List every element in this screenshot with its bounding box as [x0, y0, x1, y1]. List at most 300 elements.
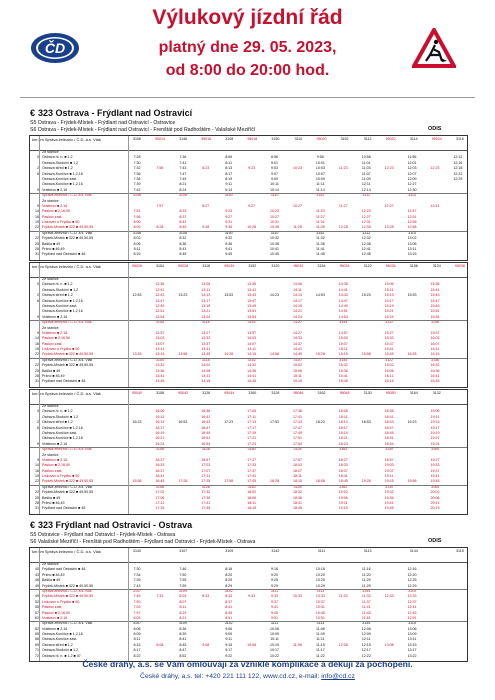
time-cell: 7:30 — [133, 160, 141, 165]
train-number: 3154 — [156, 264, 165, 268]
time-cell: 10:20 — [315, 572, 325, 577]
time-cell: 10:35 — [270, 225, 280, 230]
time-cell: 17:41 — [247, 474, 257, 479]
station-name: Vratimov ■ 2,16 — [42, 626, 68, 631]
time-cell: 9:08 — [202, 642, 210, 647]
train-number — [153, 549, 167, 553]
time-cell: 7:49 — [179, 176, 187, 181]
station-name: Vratimov ■ 2,16 — [42, 441, 68, 446]
time-cell: 7:36 — [179, 155, 187, 160]
time-cell: 12:45 — [407, 610, 417, 615]
time-cell: 15:24 — [384, 314, 394, 319]
km-cell: 2 — [37, 293, 39, 298]
km-cell: 22 — [35, 225, 39, 230]
time-cell: 10:09 — [315, 176, 325, 181]
km-cell: 14 — [35, 209, 39, 214]
km-cell: 9 — [37, 187, 39, 192]
km-cell: 25 — [35, 241, 39, 246]
km-cell: 66 — [35, 637, 39, 642]
time-cell: 13:36 — [155, 368, 165, 373]
time-cell: 8:33 — [179, 209, 187, 214]
time-cell: 3108 — [178, 193, 187, 198]
time-cell: 15:58 — [361, 352, 371, 357]
time-cell: 19:07 — [384, 468, 394, 473]
time-cell: 14:36 — [247, 368, 257, 373]
time-cell: 7:38 — [133, 176, 141, 181]
time-cell: 10:15 — [270, 642, 280, 647]
train-number: 95048 — [339, 391, 350, 395]
time-cell: 12:23 — [430, 166, 440, 171]
time-cell: 11:28 — [293, 225, 302, 230]
time-cell: 8:17 — [133, 648, 141, 653]
table-header — [30, 263, 467, 278]
time-cell: 11:51 — [361, 615, 371, 620]
time-cell — [405, 379, 419, 384]
time-cell: 3111 — [270, 621, 279, 626]
time-cell: 12:07 — [407, 171, 417, 176]
table-row — [30, 379, 467, 384]
time-cell: 12:09 — [407, 176, 417, 181]
time-cell: 19:06 — [430, 409, 440, 414]
station-name: Správa železnic / Č.D. a.s. Bus — [42, 447, 92, 452]
time-cell: 12:11 — [361, 182, 371, 187]
time-cell: 12:36 — [361, 241, 371, 246]
time-cell: 13:11 — [407, 247, 417, 252]
time-cell: 17:32 — [201, 490, 211, 495]
time-cell: 9:15 — [225, 642, 233, 647]
km-cell: 40 — [35, 567, 39, 572]
station-name: Ostrava-Stodolní ■ 1,2 — [42, 160, 79, 165]
train-number: 95016 — [201, 137, 212, 141]
time-cell: 8:15 — [133, 642, 141, 647]
time-cell: 12:41 — [361, 247, 371, 252]
station-name: Ostrava-Kunčice zast. — [42, 303, 78, 308]
km-cell: 6 — [37, 171, 39, 176]
station-name: Ostrava-Stodolní ■ 1,2 — [42, 287, 79, 292]
train-number: 95032 — [293, 264, 304, 268]
time-cell: 8:45 — [179, 642, 187, 647]
time-cell: 10:36 — [270, 241, 280, 246]
time-cell — [222, 506, 236, 511]
time-cell: 18:41 — [292, 501, 302, 506]
time-cell — [245, 252, 259, 257]
time-cell: 15:21 — [384, 309, 394, 314]
station-name: Vratimov ■ 2,16 — [42, 330, 68, 335]
station-name: Ostrava-Kunčice ■ 1,2,16 — [42, 171, 83, 176]
station-name: Ostrava-Kunčice ■ 1,2,16 — [42, 425, 83, 430]
time-cell: 13:11 — [201, 287, 211, 292]
station-name: Frýdlant nad Ostravicí ■ 48 — [42, 252, 86, 257]
time-cell: 12:16 — [407, 567, 417, 572]
time-cell: 18:21 — [338, 436, 348, 441]
section-title — [30, 520, 192, 530]
time-cell: 11:27 — [338, 203, 348, 208]
train-number: 3124 — [432, 264, 441, 268]
time-cell: 13:41 — [247, 287, 257, 292]
time-cell: 18:24 — [338, 441, 348, 446]
time-cell: 8:24 — [179, 187, 187, 192]
train-number: 3164 — [409, 391, 418, 395]
km-cell: 9 — [37, 441, 39, 446]
time-cell: 7:49 — [133, 599, 141, 604]
time-cell: 13:15 — [407, 642, 417, 647]
time-cell: 15:47 — [430, 298, 440, 303]
time-cell: 18:57 — [384, 457, 394, 462]
time-cell: 13:23 — [178, 293, 188, 298]
time-cell: 11:32 — [316, 236, 325, 241]
km-cell: 2 — [37, 166, 39, 171]
km-cell: 46 — [35, 578, 39, 583]
time-cell: 15:07 — [338, 341, 348, 346]
time-cell: 14:27 — [292, 330, 302, 335]
time-cell: 3113 — [316, 588, 325, 593]
time-cell: 17:28 — [178, 479, 188, 484]
time-cell: 3113 — [316, 621, 325, 626]
time-cell: 18:33 — [338, 463, 348, 468]
time-cell: 8:02 — [133, 236, 141, 241]
time-cell: 11:33 — [361, 594, 371, 599]
divider — [20, 97, 475, 98]
time-cell: 17:45 — [247, 479, 257, 484]
time-cell: 11:11 — [316, 182, 325, 187]
time-cell: 16:58 — [132, 479, 142, 484]
time-cell: 3115 — [408, 621, 416, 626]
time-cell: 15:41 — [338, 374, 348, 379]
time-cell: 8:15 — [179, 610, 187, 615]
apology-note: České dráhy, a.s. se Vám omlouvají za vzniklé komplikace a děkují za pochopení. — [82, 659, 413, 669]
time-cell: 17:15 — [155, 506, 165, 511]
time-cell: 16:06 — [155, 409, 165, 414]
time-cell: 18:27 — [338, 457, 348, 462]
train-number: 95030 — [224, 264, 235, 268]
train-number: 95040 — [132, 391, 142, 395]
time-cell: 16:51 — [201, 436, 211, 441]
time-cell: 18:43 — [384, 420, 394, 425]
time-cell: 11:27 — [316, 214, 325, 219]
km-cell: 6 — [37, 298, 39, 303]
time-cell: 11:23 — [316, 209, 325, 214]
time-cell: 3146 — [133, 230, 141, 235]
time-cell: 15:32 — [338, 363, 348, 368]
time-cell: 8:37 — [225, 599, 233, 604]
time-cell: 16:49 — [201, 430, 211, 435]
train-number: 3111 — [317, 549, 326, 553]
time-cell: 3146 — [133, 193, 141, 198]
time-cell: 3152 — [316, 193, 325, 198]
time-cell: 16:28 — [407, 352, 417, 357]
timetable — [29, 262, 468, 388]
km-cell: 25 — [35, 368, 39, 373]
time-cell: 16:24 — [155, 441, 165, 446]
time-cell — [153, 252, 167, 257]
km-cell: 19 — [35, 474, 39, 479]
time-cell: 12:45 — [361, 252, 371, 257]
station-name: Vratimov ■ 2,16 — [42, 615, 68, 620]
station-name: Frýdek-Místek ■ 322 ■ 49,50,55 — [42, 236, 94, 241]
time-cell: 8:27 — [202, 203, 210, 208]
time-cell: 3109 — [178, 621, 187, 626]
time-cell: 15:53 — [407, 293, 417, 298]
time-cell: 3144 — [362, 588, 371, 593]
time-cell: 8:11 — [179, 605, 187, 610]
time-cell: 11:31 — [316, 220, 325, 225]
station-name: Paskov ■ 2,16,50 — [42, 336, 70, 341]
km-cell: 55 — [35, 605, 39, 610]
header-label: km km Správa železnic / Č.D. a.s. Vlak — [32, 264, 101, 269]
time-cell: 16:45 — [155, 479, 165, 484]
time-cell: 3122 — [385, 320, 394, 325]
time-cell — [290, 252, 304, 257]
time-cell: 3114 — [408, 193, 416, 198]
time-cell: 12:20 — [407, 572, 417, 577]
train-number: 3150 — [271, 137, 280, 141]
row-separator — [30, 621, 467, 622]
time-cell: 8:15 — [133, 252, 141, 257]
table-row — [30, 252, 467, 257]
time-cell: 9:56 — [316, 155, 324, 160]
time-cell: 13:11 — [407, 637, 417, 642]
time-cell: 19:23 — [407, 420, 417, 425]
time-cell: 7:50 — [179, 572, 187, 577]
time-cell: 13:32 — [155, 363, 165, 368]
time-cell: 10:45 — [270, 252, 280, 257]
time-cell: 17:17 — [247, 425, 257, 430]
time-cell: 3110 — [270, 230, 279, 235]
time-cell: 19:33 — [430, 463, 440, 468]
station-name: Ze stanice — [42, 198, 59, 203]
time-cell: 9:35 — [225, 225, 233, 230]
time-cell: 18:03 — [292, 463, 302, 468]
time-cell: 11:45 — [316, 252, 325, 257]
time-cell: 15:57 — [430, 330, 440, 335]
time-cell: 14:02 — [201, 363, 211, 368]
time-cell: 3118 — [201, 320, 210, 325]
train-number: 3154 — [317, 264, 326, 268]
time-cell: 8:33 — [202, 594, 210, 599]
time-cell: 17:13 — [247, 420, 257, 425]
time-cell: 16:41 — [201, 414, 211, 419]
time-cell: 16:15 — [384, 379, 394, 384]
time-cell: 8:16 — [225, 567, 233, 572]
time-cell: 11:16 — [361, 567, 371, 572]
time-cell: 16:36 — [201, 409, 211, 414]
time-cell: 12:11 — [361, 637, 371, 642]
time-cell: 19:36 — [384, 495, 394, 500]
time-cell: 8:17 — [225, 171, 233, 176]
time-cell: 19:15 — [338, 506, 348, 511]
time-cell: 13:19 — [201, 303, 211, 308]
time-cell: 12:37 — [407, 599, 417, 604]
time-cell: 3107 — [133, 588, 141, 593]
time-cell: 3162 — [339, 447, 348, 452]
time-cell: 11:35 — [316, 225, 325, 230]
table-row — [30, 506, 467, 511]
time-cell: 14:57 — [338, 330, 348, 335]
train-number: 95038 — [454, 264, 465, 268]
station-name: Frýdlant nad Ostravicí ■ 48 — [42, 379, 86, 384]
time-cell: 9:25 — [271, 578, 279, 583]
time-cell: 8:21 — [179, 615, 187, 620]
time-cell: 14:45 — [247, 379, 257, 384]
time-cell: 12:01 — [407, 160, 417, 165]
time-cell: 14:24 — [292, 314, 302, 319]
time-cell: 3126 — [201, 447, 210, 452]
station-name: Pržno ■ 46,49 — [42, 501, 65, 506]
time-cell: 13:41 — [201, 347, 211, 352]
km-cell: 65 — [35, 632, 39, 637]
time-cell: 10:14 — [270, 187, 280, 192]
km-cell: 43 — [35, 572, 39, 577]
train-number: 95034 — [339, 264, 350, 268]
time-cell: 11:06 — [316, 626, 325, 631]
time-cell: 3112 — [362, 193, 371, 198]
time-cell: 12:28 — [338, 225, 348, 230]
time-cell: 8:41 — [179, 637, 187, 642]
time-cell: 19:15 — [384, 479, 394, 484]
time-cell: 10:07 — [315, 171, 325, 176]
time-cell: 14:15 — [247, 352, 257, 357]
station-name: Ostrava-Kunčice ■ 1,2,16 — [42, 182, 83, 187]
time-cell: 12:53 — [132, 293, 142, 298]
time-cell: 12:33 — [407, 594, 417, 599]
time-cell: 12:22 — [361, 653, 371, 658]
time-cell: 8:47 — [179, 648, 187, 653]
time-cell: 12:55 — [407, 220, 417, 225]
time-cell: 10:25 — [315, 578, 325, 583]
train-number: 3156 — [409, 264, 418, 268]
time-cell: 19:13 — [430, 420, 440, 425]
train-number: 3130 — [363, 391, 372, 395]
time-cell: 18:13 — [338, 420, 348, 425]
time-cell: 20:02 — [430, 490, 440, 495]
rail-icon: € — [30, 108, 36, 118]
time-cell: 19:21 — [430, 436, 440, 441]
station-name: Správa železnic / Č.D. a.s. Vlak — [42, 357, 93, 362]
time-cell: 12:18 — [453, 166, 463, 171]
logo-text: ČD — [44, 40, 66, 56]
row-separator — [30, 231, 467, 232]
time-cell: 18:06 — [338, 409, 348, 414]
time-cell: 17:33 — [247, 463, 257, 468]
time-cell: 14:17 — [292, 298, 302, 303]
time-cell: 7:32 — [133, 166, 141, 171]
time-cell: 3162 — [339, 484, 348, 489]
time-cell: 15:37 — [384, 341, 394, 346]
time-cell — [130, 506, 144, 511]
odis-label: ODIS — [428, 126, 442, 132]
train-number: 95024 — [431, 137, 442, 141]
time-cell: 13:15 — [407, 252, 417, 257]
time-cell: 16:41 — [430, 374, 440, 379]
time-cell: 8:13 — [225, 166, 233, 171]
time-cell: 11:41 — [361, 605, 371, 610]
time-cell: 14:23 — [270, 293, 280, 298]
time-cell: 9:28 — [202, 225, 210, 230]
time-cell: 17:41 — [292, 414, 302, 419]
km-cell: 22 — [35, 352, 39, 357]
contact-line — [0, 673, 495, 680]
time-cell: 11:22 — [316, 653, 325, 658]
time-cell: 12:47 — [407, 209, 417, 214]
station-name: Ze stanice — [42, 325, 59, 330]
time-cell: 9:09 — [225, 632, 233, 637]
time-cell: 3142 — [224, 621, 233, 626]
time-cell: 8:22 — [133, 653, 141, 658]
train-number: 3115 — [456, 549, 464, 553]
train-number: 95050 — [385, 391, 396, 395]
time-cell: 15:33 — [384, 336, 394, 341]
time-cell: 18:28 — [270, 479, 280, 484]
km-cell: 2 — [37, 420, 39, 425]
time-cell: 15:06 — [292, 368, 302, 373]
time-cell: 12:12 — [453, 155, 463, 160]
time-cell: 14:03 — [247, 336, 257, 341]
station-name: Správa železnic / Č.D. a.s. Vlak — [42, 230, 93, 235]
km-cell: 14 — [35, 463, 39, 468]
time-cell: 9:41 — [225, 247, 233, 252]
km-cell: 0 — [37, 155, 39, 160]
time-cell: 11:33 — [338, 594, 348, 599]
time-cell: 3108 — [178, 230, 187, 235]
validity-date: platný dne 29. 05. 2023, — [158, 39, 337, 56]
station-name: Ostrava-Kunčice zast. — [42, 637, 78, 642]
train-number: 95046 — [293, 391, 304, 395]
time-cell: 13:28 — [384, 225, 394, 230]
contact-text: České dráhy, a.s. tel: +420 221 111 122, www.cd.cz, e-mail: — [140, 673, 322, 680]
time-cell: 7:45 — [133, 594, 141, 599]
time-cell: 18:47 — [384, 425, 394, 430]
time-cell: 18:32 — [292, 490, 302, 495]
time-cell: 19:37 — [430, 468, 440, 473]
time-cell: 9:20 — [271, 572, 279, 577]
km-cell: 28 — [35, 501, 39, 506]
time-cell: 13:21 — [201, 309, 211, 314]
time-cell: 9:37 — [271, 599, 279, 604]
odis-label: ODIS — [428, 538, 442, 544]
row-separator — [30, 589, 467, 590]
time-cell: 16:11 — [384, 374, 394, 379]
time-cell: 8:51 — [225, 615, 233, 620]
km-cell: 0 — [37, 409, 39, 414]
email-link[interactable]: info@cd.cz — [321, 673, 355, 680]
time-cell: 17:11 — [247, 414, 256, 419]
station-name: Vratimov ■ 2,16 — [42, 203, 68, 208]
time-cell: 20:11 — [430, 501, 440, 506]
time-cell: 11:23 — [338, 166, 348, 171]
time-cell: 18:15 — [292, 479, 302, 484]
time-cell: 17:41 — [201, 501, 211, 506]
time-cell: 12:25 — [407, 578, 417, 583]
station-name: Baška ■ 49 — [42, 368, 61, 373]
station-name: Ostrava střed ■ 1,2 — [42, 293, 73, 298]
time-cell: 15:15 — [338, 352, 348, 357]
time-cell: 16:32 — [430, 363, 440, 368]
time-cell: 12:41 — [155, 287, 165, 292]
station-name: Frýdek-Místek ■ 322 ■ 49,50,55 — [42, 352, 94, 357]
time-cell: 8:03 — [179, 594, 187, 599]
time-cell: 8:32 — [179, 236, 187, 241]
train-number: 3146 — [179, 137, 188, 141]
time-cell: 13:47 — [247, 298, 257, 303]
table-header — [30, 390, 467, 405]
time-cell: 8:37 — [179, 214, 187, 219]
time-cell: 15:45 — [384, 352, 394, 357]
time-cell: 13:06 — [407, 626, 417, 631]
time-cell: 18:45 — [338, 479, 348, 484]
station-name: Ostrava hl. n. ■ 1,2 ■ 47 — [42, 653, 81, 658]
time-cell: 12:51 — [407, 615, 417, 620]
train-number: 95028 — [178, 264, 189, 268]
